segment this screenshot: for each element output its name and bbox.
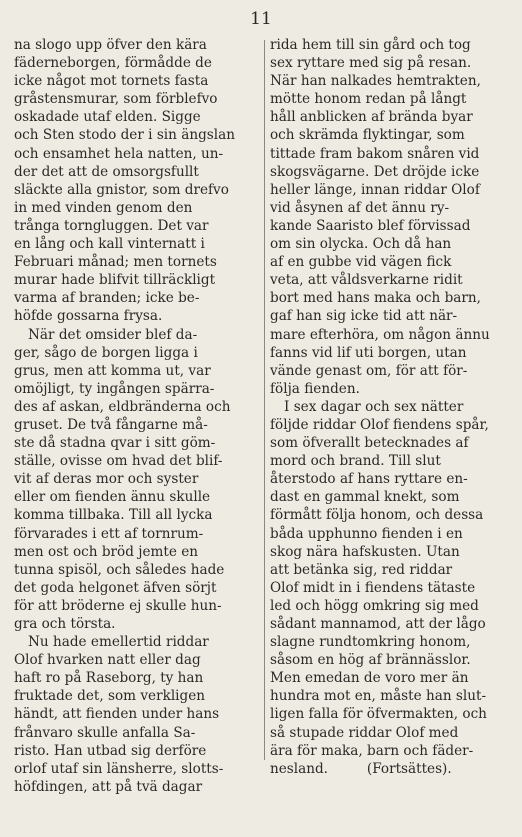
text-line: höfdingen, att på tvä dagar xyxy=(14,778,203,795)
text-line: gråstensmurar, som förblefvo xyxy=(14,91,218,108)
text-line: men ost och bröd jemte en xyxy=(14,543,199,560)
text-line: förmått följa honom, och dessa xyxy=(270,507,484,524)
text-line: som öfverallt betecknades af xyxy=(270,435,469,452)
text-line: bort med hans maka och barn, xyxy=(270,290,481,307)
text-line: släckte alla gnistor, som drefvo xyxy=(14,181,229,198)
text-line: skogsvägarne. Det dröjde icke xyxy=(270,163,480,180)
text-line: för att bröderne ej skulle hun- xyxy=(14,597,222,614)
text-line: en lång och kall vinternatt i xyxy=(14,236,205,253)
text-line: gra och törsta. xyxy=(14,616,116,632)
text-line: omöjligt, ty ingången spärra- xyxy=(14,380,215,397)
text-line: gruset. De två fångarne må- xyxy=(14,416,208,433)
text-line: om sin olycka. Och då han xyxy=(270,236,452,253)
text-line: icke något mot tornets fasta xyxy=(14,73,209,90)
column-divider xyxy=(264,40,265,760)
text-line: hundra mot en, måste han slut- xyxy=(270,688,487,705)
text-line: ger, sågo de borgen ligga i xyxy=(14,344,198,361)
text-line: det goda helgonet äfven sörjt xyxy=(14,579,217,596)
text-line: fruktade det, som verkligen xyxy=(14,688,206,705)
text-line: höfde gossarna frysa. xyxy=(14,308,163,325)
text-line: båda upphunno fienden i en xyxy=(270,525,463,542)
text-line: oskadade utaf elden. Sigge xyxy=(14,109,201,126)
text-line: återstodo af hans ryttare en- xyxy=(270,471,468,488)
text-line: rida hem till sin gård och tog xyxy=(270,37,471,53)
page-number: 11 xyxy=(250,9,272,29)
text-line: ligen falla för öfvermakten, och xyxy=(270,706,487,723)
text-line: in med vinden genom den xyxy=(14,199,193,216)
text-line: led och högg omkring sig med xyxy=(270,597,479,614)
text-line: såsom en hög af brännässlor. xyxy=(270,652,471,669)
text-line: skog nära hafskusten. Utan xyxy=(270,543,460,560)
text-line: och ensamhet hela natten, un- xyxy=(14,145,224,162)
text-line: gaf han sig icke tid att när- xyxy=(270,308,458,325)
text-line: håll anblicken af brända byar xyxy=(270,109,473,126)
text-line: murar hade blifvit tillräckligt xyxy=(14,272,216,289)
text-line: så stupade riddar Olof med xyxy=(270,724,459,741)
text-line: haft ro på Raseborg, ty han xyxy=(14,670,204,687)
text-line: sex ryttare med sig på resan. xyxy=(270,55,472,72)
text-line: När han nalkades hemtrakten, xyxy=(270,73,481,90)
text-line: ste då stadna qvar i sitt göm- xyxy=(14,435,216,452)
text-line: tunna spisöl, och således hade xyxy=(14,561,225,578)
text-line: nesland. (Fortsättes). xyxy=(270,760,452,777)
text-line: risto. Han utbad sig derföre xyxy=(14,742,207,759)
text-line: förvarades i ett af tornrum- xyxy=(14,525,204,542)
text-line: att betänka sig, red riddar xyxy=(270,561,453,578)
text-line: Februari månad; men tornets xyxy=(14,254,217,271)
text-line: händt, att fienden under hans xyxy=(14,706,220,723)
text-line: och skrämda flyktingar, som xyxy=(270,127,465,144)
text-line: ställe, ovisse om hvad det blif- xyxy=(14,453,223,470)
text-line: mare efterhöra, om någon ännu xyxy=(270,326,490,343)
left-text-column xyxy=(14,36,259,796)
text-line: vid åsynen af det ännu ry- xyxy=(270,199,450,216)
text-line: veta, att våldsverkarne ridit xyxy=(270,272,463,289)
text-line: des af askan, eldbränderna och xyxy=(14,398,231,415)
text-line: följde riddar Olof fiendens spår, xyxy=(270,416,489,433)
text-line: följa fienden. xyxy=(270,380,360,397)
text-line: Men emedan de voro mer än xyxy=(270,670,469,687)
text-line: Olof midt in i fiendens tätaste xyxy=(270,579,476,596)
text-line: slagne rundtomkring honom, xyxy=(270,634,471,651)
text-line: kande Saaristo blef förvissad xyxy=(270,217,471,234)
text-line: mord och brand. Till slut xyxy=(270,453,441,470)
text-line: orlof utaf sin länsherre, slotts- xyxy=(14,760,224,777)
text-line: frånvaro skulle anfalla Sa- xyxy=(14,724,196,741)
text-line: sådant mannamod, att der lågo xyxy=(270,616,486,632)
text-line: varma af branden; icke be- xyxy=(14,290,200,307)
text-line: mötte honom redan på långt xyxy=(270,91,467,108)
text-line: Olof hvarken natt eller dag xyxy=(14,652,201,669)
text-line: fanns vid lif uti borgen, utan xyxy=(270,344,467,361)
text-line: dast en gammal knekt, som xyxy=(270,489,460,506)
text-line: vit af deras mor och syster xyxy=(14,471,199,488)
text-line: eller om fienden ännu skulle xyxy=(14,489,211,506)
text-line: komma tillbaka. Till all lycka xyxy=(14,507,213,524)
text-line: trånga torngluggen. Det var xyxy=(14,217,209,234)
text-line: När det omsider blef da- xyxy=(28,326,198,343)
text-line: af en gubbe vid vägen fick xyxy=(270,254,452,271)
text-line: heller länge, innan riddar Olof xyxy=(270,181,480,198)
text-line: der det att de omsorgsfullt xyxy=(14,163,199,180)
text-line: fäderneborgen, förmådde de xyxy=(14,55,212,72)
text-line: vände genast om, för att för- xyxy=(270,362,468,379)
text-line: och Sten stodo der i sin ängslan xyxy=(14,127,235,144)
text-line: Nu hade emellertid riddar xyxy=(28,634,209,651)
text-line: ära för maka, barn och fäder- xyxy=(270,742,474,759)
text-line: grus, men att komma ut, var xyxy=(14,362,211,379)
right-text-column xyxy=(270,36,512,778)
text-line: na slogo upp öfver den kära xyxy=(14,37,207,53)
text-line: tittade fram bakom snåren vid xyxy=(270,145,480,162)
text-line: I sex dagar och sex nätter xyxy=(284,398,464,415)
